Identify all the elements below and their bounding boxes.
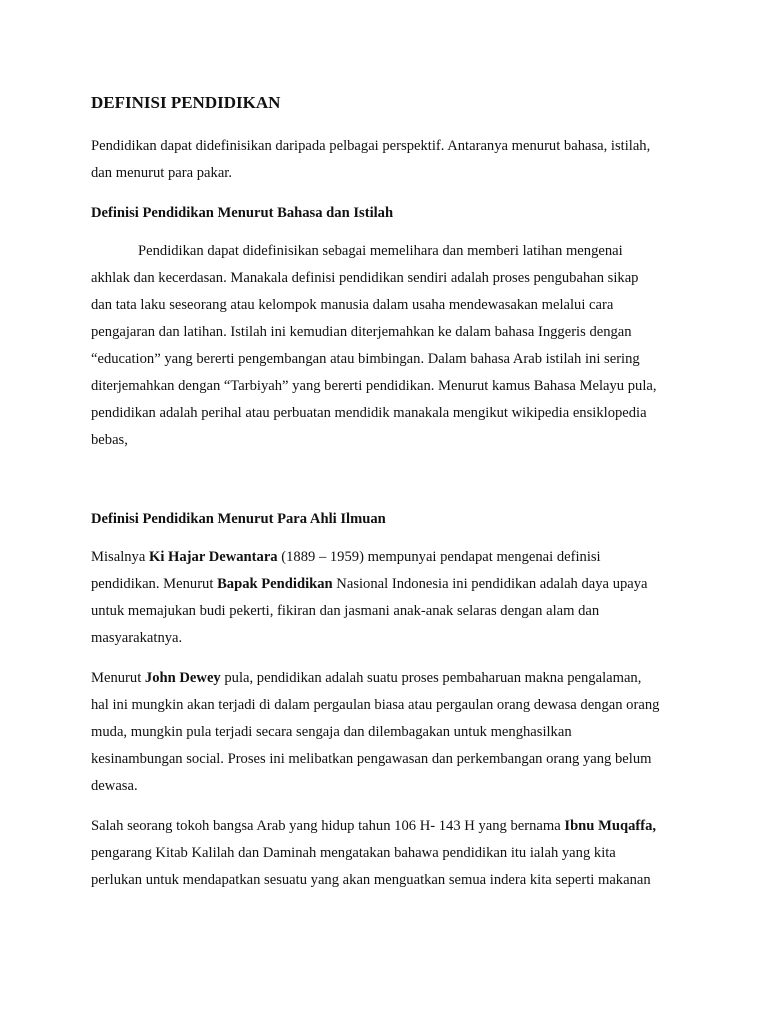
paragraph-line: muda, mungkin pula terjadi secara sengaja dan dilembagakan untuk menghasilkan bbox=[91, 724, 572, 740]
paragraph-line: untuk memajukan budi pekerti, fikiran dan jasmani anak-anak selaras dengan alam dan bbox=[91, 603, 600, 619]
text-run: Menurut bbox=[91, 670, 145, 686]
paragraph-line bbox=[91, 813, 691, 840]
text-run: Salah seorang tokoh bangsa Arab yang hidup tahun 106 H- 143 H yang bernama bbox=[91, 818, 565, 834]
text-run: pula, pendidikan adalah suatu proses pembaharuan makna pengalaman, bbox=[220, 670, 642, 686]
text-run: Nasional Indonesia ini pendidikan adalah daya upaya bbox=[332, 576, 648, 592]
paragraph-line: dewasa. bbox=[91, 778, 138, 794]
section1-line: pendidikan adalah perihal atau perbuatan mendidik manakala mengikut wikipedia ensiklopedia bbox=[91, 405, 647, 421]
section-heading-ahli-ilmuan: Definisi Pendidikan Menurut Para Ahli Ilmuan bbox=[91, 511, 386, 527]
section1-line: “education” yang bererti pengembangan atau bimbingan. Dalam bahasa Arab istilah ini sering bbox=[91, 351, 640, 367]
page-title: DEFINISI PENDIDIKAN bbox=[91, 93, 281, 112]
intro-line: dan menurut para pakar. bbox=[91, 165, 233, 181]
paragraph-line: hal ini mungkin akan terjadi di dalam pergaulan biasa atau pergaulan orang dewasa dengan orang bbox=[91, 697, 660, 713]
text-run: pendidikan. Menurut bbox=[91, 576, 218, 592]
paragraph-line bbox=[91, 571, 691, 598]
section1-line: bebas, bbox=[91, 432, 128, 448]
person-name: Ki Hajar Dewantara bbox=[148, 549, 278, 565]
paragraph-line: pengarang Kitab Kalilah dan Daminah mengatakan bahawa pendidikan itu ialah yang kita bbox=[91, 845, 616, 861]
section1-paragraph bbox=[91, 238, 691, 454]
dewey-paragraph bbox=[91, 665, 691, 800]
intro-line: Pendidikan dapat didefinisikan daripada pelbagai perspektif. Antaranya menurut bahasa, istilah, bbox=[91, 138, 651, 154]
paragraph-line bbox=[91, 665, 691, 692]
emphasis-text: Bapak Pendidikan bbox=[217, 576, 333, 592]
section1-line: diterjemahkan dengan “Tarbiyah” yang bererti pendidikan. Menurut kamus Bahasa Melayu pula, bbox=[91, 378, 657, 394]
text-run: (1889 – 1959) mempunyai pendapat mengenai definisi bbox=[277, 549, 601, 565]
paragraph-line: masyarakatnya. bbox=[91, 630, 183, 646]
dewantara-paragraph bbox=[91, 544, 691, 652]
intro-paragraph bbox=[91, 133, 691, 187]
section1-line: pengajaran dan latihan. Istilah ini kemudian diterjemahkan ke dalam bahasa Inggeris dengan bbox=[91, 324, 632, 340]
person-name: John Dewey bbox=[144, 670, 221, 686]
paragraph-line bbox=[91, 544, 691, 571]
section1-line: Pendidikan dapat didefinisikan sebagai memelihara dan memberi latihan mengenai bbox=[138, 243, 623, 259]
paragraph-line: kesinambungan social. Proses ini melibatkan pengawasan dan perkembangan orang yang belum bbox=[91, 751, 652, 767]
section1-line: dan tata laku seseorang atau kelompok manusia dalam usaha mendewasakan melalui cara bbox=[91, 297, 614, 313]
paragraph-line: perlukan untuk mendapatkan sesuatu yang akan menguatkan semua indera kita seperti makanan bbox=[91, 872, 651, 888]
text-run: Misalnya bbox=[91, 549, 149, 565]
muqaffa-paragraph bbox=[91, 813, 691, 894]
person-name: Ibnu Muqaffa, bbox=[564, 818, 657, 834]
section-heading-bahasa-istilah: Definisi Pendidikan Menurut Bahasa dan Istilah bbox=[91, 205, 394, 221]
section1-line: akhlak dan kecerdasan. Manakala definisi pendidikan sendiri adalah proses pengubahan sikap bbox=[91, 270, 639, 286]
